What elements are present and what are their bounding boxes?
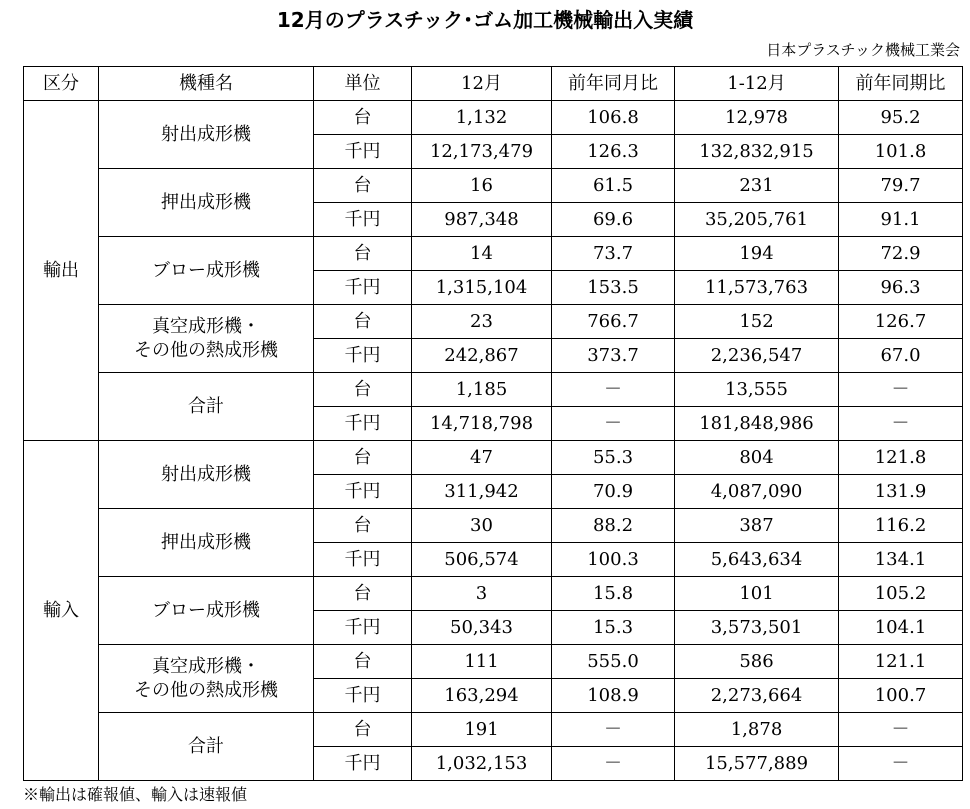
machine-name [99, 101, 314, 169]
machine-name-line: 射出成形機 [161, 463, 251, 485]
month-ratio: 555.0 [552, 645, 675, 679]
machine-name-line: ブロー成形機 [152, 259, 260, 281]
month-ratio: － [552, 373, 675, 407]
ytd-ratio: － [839, 713, 963, 747]
table-row [24, 577, 963, 611]
month-ratio: 61.5 [552, 169, 675, 203]
month-ratio: 106.8 [552, 101, 675, 135]
unit-cell: 台 [314, 441, 412, 475]
month-value: 3 [412, 577, 552, 611]
ytd-ratio: 121.1 [839, 645, 963, 679]
month-value: 242,867 [412, 339, 552, 373]
unit-cell: 千円 [314, 407, 412, 441]
month-ratio: － [552, 407, 675, 441]
month-ratio: 126.3 [552, 135, 675, 169]
machine-name [99, 305, 314, 373]
unit-cell: 台 [314, 577, 412, 611]
trade-table [23, 66, 963, 781]
unit-cell: 千円 [314, 135, 412, 169]
month-value: 12,173,479 [412, 135, 552, 169]
month-ratio: 55.3 [552, 441, 675, 475]
ytd-ratio: － [839, 407, 963, 441]
month-value: 47 [412, 441, 552, 475]
machine-name-line: 合計 [188, 395, 224, 417]
unit-cell: 千円 [314, 339, 412, 373]
ytd-ratio: 104.1 [839, 611, 963, 645]
ytd-ratio: 101.8 [839, 135, 963, 169]
month-value: 14,718,798 [412, 407, 552, 441]
ytd-ratio: 91.1 [839, 203, 963, 237]
machine-name-line: 押出成形機 [161, 191, 251, 213]
ytd-ratio: － [839, 373, 963, 407]
unit-cell: 千円 [314, 203, 412, 237]
header-row [24, 67, 963, 101]
unit-cell: 千円 [314, 271, 412, 305]
ytd-value: 35,205,761 [675, 203, 839, 237]
ytd-ratio: 116.2 [839, 509, 963, 543]
table-row [24, 373, 963, 407]
machine-name-line: その他の熱成形機 [134, 679, 278, 701]
table-row [24, 101, 963, 135]
ytd-ratio: 100.7 [839, 679, 963, 713]
group-label: 輸入 [24, 441, 99, 781]
ytd-value: 804 [675, 441, 839, 475]
month-value: 14 [412, 237, 552, 271]
table-row [24, 509, 963, 543]
machine-name [99, 713, 314, 781]
machine-name [99, 645, 314, 713]
table-row [24, 305, 963, 339]
month-value: 987,348 [412, 203, 552, 237]
unit-cell: 台 [314, 305, 412, 339]
ytd-value: 4,087,090 [675, 475, 839, 509]
month-ratio: 70.9 [552, 475, 675, 509]
ytd-value: 387 [675, 509, 839, 543]
ytd-value: 15,577,889 [675, 747, 839, 781]
month-ratio: － [552, 747, 675, 781]
ytd-value: 194 [675, 237, 839, 271]
table-row [24, 169, 963, 203]
ytd-value: 231 [675, 169, 839, 203]
header-category: 区分 [24, 67, 99, 101]
month-value: 1,315,104 [412, 271, 552, 305]
month-ratio: 69.6 [552, 203, 675, 237]
ytd-value: 5,643,634 [675, 543, 839, 577]
unit-cell: 千円 [314, 679, 412, 713]
ytd-value: 12,978 [675, 101, 839, 135]
machine-name [99, 509, 314, 577]
ytd-ratio: 72.9 [839, 237, 963, 271]
group-label: 輸出 [24, 101, 99, 441]
header-ytd-ratio: 前年同期比 [839, 67, 963, 101]
machine-name [99, 237, 314, 305]
publisher: 日本プラスチック機械工業会 [766, 41, 960, 59]
unit-cell: 台 [314, 169, 412, 203]
unit-cell: 台 [314, 101, 412, 135]
unit-cell: 台 [314, 237, 412, 271]
table-row [24, 441, 963, 475]
month-value: 50,343 [412, 611, 552, 645]
month-value: 311,942 [412, 475, 552, 509]
month-ratio: 88.2 [552, 509, 675, 543]
unit-cell: 台 [314, 645, 412, 679]
header-ytd: 1-12月 [675, 67, 839, 101]
month-value: 191 [412, 713, 552, 747]
month-ratio: 100.3 [552, 543, 675, 577]
ytd-value: 101 [675, 577, 839, 611]
machine-name-line: ブロー成形機 [152, 599, 260, 621]
month-value: 111 [412, 645, 552, 679]
month-value: 1,132 [412, 101, 552, 135]
ytd-value: 132,832,915 [675, 135, 839, 169]
machine-name [99, 373, 314, 441]
ytd-ratio: 79.7 [839, 169, 963, 203]
machine-name-line: 真空成形機・ [152, 655, 260, 677]
ytd-ratio: 134.1 [839, 543, 963, 577]
unit-cell: 台 [314, 509, 412, 543]
table-row [24, 645, 963, 679]
header-month-ratio: 前年同月比 [552, 67, 675, 101]
month-value: 23 [412, 305, 552, 339]
ytd-value: 586 [675, 645, 839, 679]
table-row [24, 713, 963, 747]
ytd-ratio: 67.0 [839, 339, 963, 373]
machine-name-line: 押出成形機 [161, 531, 251, 553]
month-value: 506,574 [412, 543, 552, 577]
header-unit: 単位 [314, 67, 412, 101]
ytd-ratio: 105.2 [839, 577, 963, 611]
machine-name-line: 射出成形機 [161, 123, 251, 145]
unit-cell: 千円 [314, 475, 412, 509]
month-ratio: 15.8 [552, 577, 675, 611]
ytd-value: 11,573,763 [675, 271, 839, 305]
machine-name-line: 真空成形機・ [152, 315, 260, 337]
unit-cell: 千円 [314, 747, 412, 781]
month-ratio: 766.7 [552, 305, 675, 339]
machine-name-line: その他の熱成形機 [134, 339, 278, 361]
table-row [24, 237, 963, 271]
page-title: 12月のプラスチック･ゴム加工機械輸出入実績 [276, 8, 694, 32]
machine-name [99, 169, 314, 237]
ytd-value: 1,878 [675, 713, 839, 747]
ytd-ratio: － [839, 747, 963, 781]
month-value: 30 [412, 509, 552, 543]
month-ratio: 108.9 [552, 679, 675, 713]
ytd-ratio: 96.3 [839, 271, 963, 305]
ytd-value: 2,236,547 [675, 339, 839, 373]
month-ratio: 73.7 [552, 237, 675, 271]
month-ratio: 15.3 [552, 611, 675, 645]
unit-cell: 千円 [314, 611, 412, 645]
ytd-value: 2,273,664 [675, 679, 839, 713]
month-value: 16 [412, 169, 552, 203]
month-ratio: 373.7 [552, 339, 675, 373]
ytd-ratio: 126.7 [839, 305, 963, 339]
ytd-value: 13,555 [675, 373, 839, 407]
month-value: 1,185 [412, 373, 552, 407]
machine-name [99, 577, 314, 645]
month-value: 163,294 [412, 679, 552, 713]
month-ratio: － [552, 713, 675, 747]
header-machine: 機種名 [99, 67, 314, 101]
ytd-ratio: 95.2 [839, 101, 963, 135]
unit-cell: 台 [314, 713, 412, 747]
ytd-value: 152 [675, 305, 839, 339]
footnote: ※輸出は確報値、輸入は速報値 [23, 785, 248, 804]
ytd-ratio: 121.8 [839, 441, 963, 475]
machine-name [99, 441, 314, 509]
machine-name-line: 合計 [188, 735, 224, 757]
month-ratio: 153.5 [552, 271, 675, 305]
unit-cell: 千円 [314, 543, 412, 577]
ytd-value: 3,573,501 [675, 611, 839, 645]
month-value: 1,032,153 [412, 747, 552, 781]
ytd-value: 181,848,986 [675, 407, 839, 441]
unit-cell: 台 [314, 373, 412, 407]
ytd-ratio: 131.9 [839, 475, 963, 509]
header-month: 12月 [412, 67, 552, 101]
